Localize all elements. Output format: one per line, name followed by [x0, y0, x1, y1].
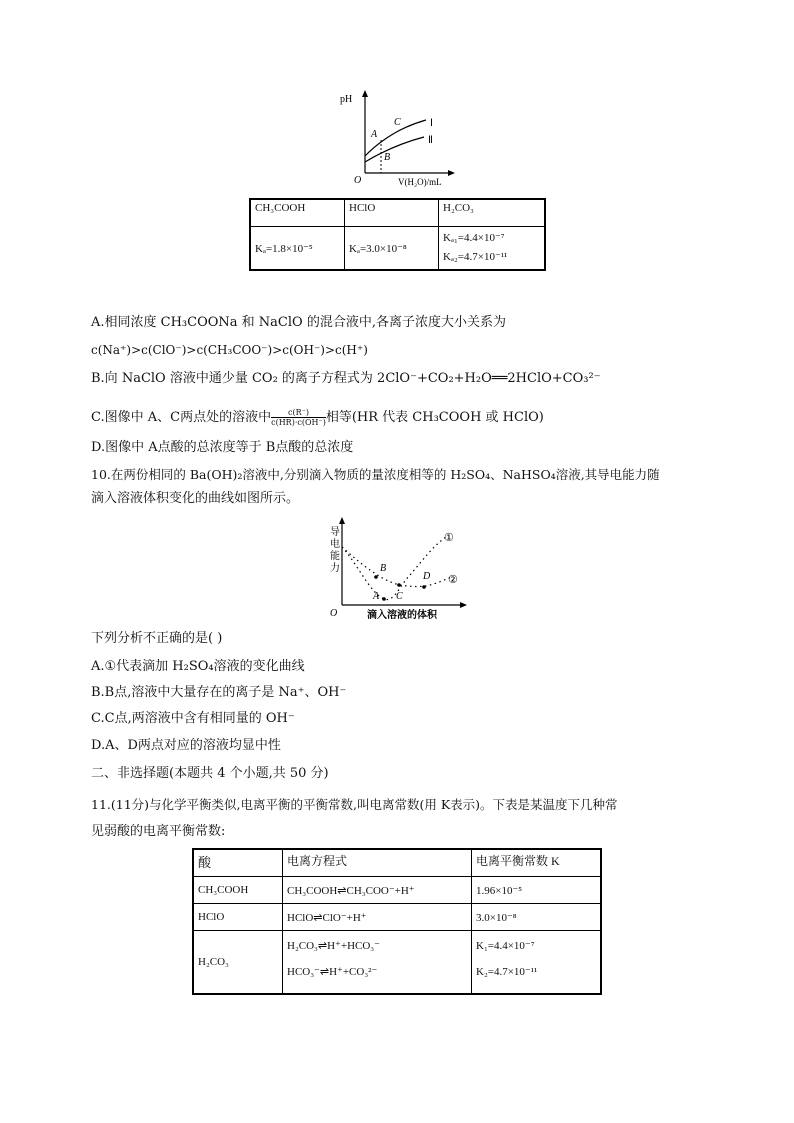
fig2-xlabel: 滴入溶液的体积 [367, 610, 437, 621]
t2-r3-acid: H₂CO₃ [193, 931, 283, 995]
q10-option-a: A.①代表滴加 H₂SO₄溶液的变化曲线 [91, 659, 305, 674]
t1-ka2: Kₐ₂=4.7×10⁻¹¹ [443, 251, 508, 263]
fig1-point-a: A [371, 129, 378, 140]
t2-r3-equation-1: H₂CO₃⇌H⁺+HCO₃⁻ [287, 940, 380, 952]
t1-k-ch3cooh: Kₐ=1.8×10⁻⁵ [250, 227, 345, 271]
t1-ka1: Kₐ₁=4.4×10⁻⁷ [443, 232, 505, 244]
fig1-ylabel: pH [340, 94, 353, 105]
fig1-point-c: C [394, 117, 401, 128]
t2-r2-k: 3.0×10⁻⁸ [472, 904, 602, 931]
t1-header-h2co3: H₂CO₃ [439, 199, 546, 227]
t2-r3-k1: K₁=4.4×10⁻⁷ [476, 940, 535, 952]
t2-r2-acid: HClO [193, 904, 283, 931]
q10-stem-line1: 10.在两份相同的 Ba(OH)₂溶液中,分别滴入物质的量浓度相等的 H₂SO₄、NaHSO₄溶液,其导电能力随 [91, 467, 660, 482]
q9-option-c-post: 相等(HR 代表 CH₃COOH 或 HClO) [325, 410, 544, 425]
q11-stem-line2: 见弱酸的电离平衡常数: [91, 824, 226, 839]
t2-r1-equation: CH₃COOH⇌CH₃COO⁻+H⁺ [283, 877, 472, 904]
t2-header-equation: 电离方程式 [283, 849, 472, 877]
fig1-xlabel: V(H₂O)/mL [398, 177, 442, 187]
ionization-constant-table [192, 848, 602, 995]
q10-option-b: B.B点,溶液中大量存在的离子是 Na⁺、OH⁻ [91, 685, 347, 700]
fig2-point-a: A [373, 591, 380, 602]
q11-stem-line1: 11.(11分)与化学平衡类似,电离平衡的平衡常数,叫电离常数(用 K表示)。下表是某温度下几种常 [91, 797, 618, 812]
conductivity-graph [312, 515, 472, 623]
q10-question: 下列分析不正确的是( ) [91, 631, 223, 646]
acid-constant-table [249, 198, 546, 271]
t1-header-ch3cooh: CH₃COOH [250, 199, 345, 227]
t2-header-acid: 酸 [193, 849, 283, 877]
fig2-point-c: C [396, 591, 403, 602]
t2-r3-k [472, 931, 602, 995]
fig1-curve-2: Ⅱ [428, 135, 433, 146]
fig2-curve-2: ② [448, 574, 458, 586]
t2-r3-equation-2: HCO₃⁻⇌H⁺+CO₃²⁻ [287, 966, 378, 978]
t1-k-h2co3 [439, 227, 546, 271]
q10-option-c: C.C点,两溶液中含有相同量的 OH⁻ [91, 711, 295, 726]
t2-r2-equation: HClO⇌ClO⁻+H⁺ [283, 904, 472, 931]
t2-r3-k2: K₂=4.7×10⁻¹¹ [476, 966, 538, 978]
fig1-curve-1: Ⅰ [430, 118, 433, 129]
fraction-denominator: c(HR)·c(OH⁻) [271, 418, 326, 427]
t2-r1-k: 1.96×10⁻⁵ [472, 877, 602, 904]
q9-option-a: A.相同浓度 CH₃COONa 和 NaClO 的混合液中,各离子浓度大小关系为 [91, 315, 506, 330]
ph-dilution-graph [340, 88, 460, 190]
fig2-ylabel: 导电能力 [330, 527, 340, 574]
t1-k-hclo: Kₐ=3.0×10⁻⁸ [345, 227, 439, 271]
q9-option-a-line2: c(Na⁺)>c(ClO⁻)>c(CH₃COO⁻)>c(OH⁻)>c(H⁺) [91, 343, 368, 357]
fraction-numerator: c(R⁻) [271, 408, 326, 418]
q9-option-d: D.图像中 A点酸的总浓度等于 B点酸的总浓度 [91, 440, 354, 455]
concentration-fraction [271, 408, 326, 427]
q10-stem-line2: 滴入溶液体积变化的曲线如图所示。 [91, 491, 300, 506]
t2-r3-equation [283, 931, 472, 995]
q9-option-b: B.向 NaClO 溶液中通少量 CO₂ 的离子方程式为 2ClO⁻+CO₂+H₂O══2HClO+CO₃²⁻ [91, 371, 601, 386]
q9-option-c-pre: C.图像中 A、C两点处的溶液中 [91, 410, 272, 425]
fig2-point-b: B [380, 563, 387, 574]
fig2-point-d: D [423, 571, 431, 582]
q9-option-c [91, 408, 544, 427]
q10-option-d: D.A、D两点对应的溶液均显中性 [91, 738, 281, 753]
fig1-origin: O [354, 175, 362, 186]
t1-header-hclo: HClO [345, 199, 439, 227]
fig2-curve-1: ① [444, 532, 454, 544]
t2-header-k: 电离平衡常数 K [472, 849, 602, 877]
fig2-origin: O [330, 608, 338, 619]
fig1-point-b: B [384, 152, 391, 163]
t2-r1-acid: CH₃COOH [193, 877, 283, 904]
section-heading: 二、非选择题(本题共 4 个小题,共 50 分) [91, 766, 329, 781]
